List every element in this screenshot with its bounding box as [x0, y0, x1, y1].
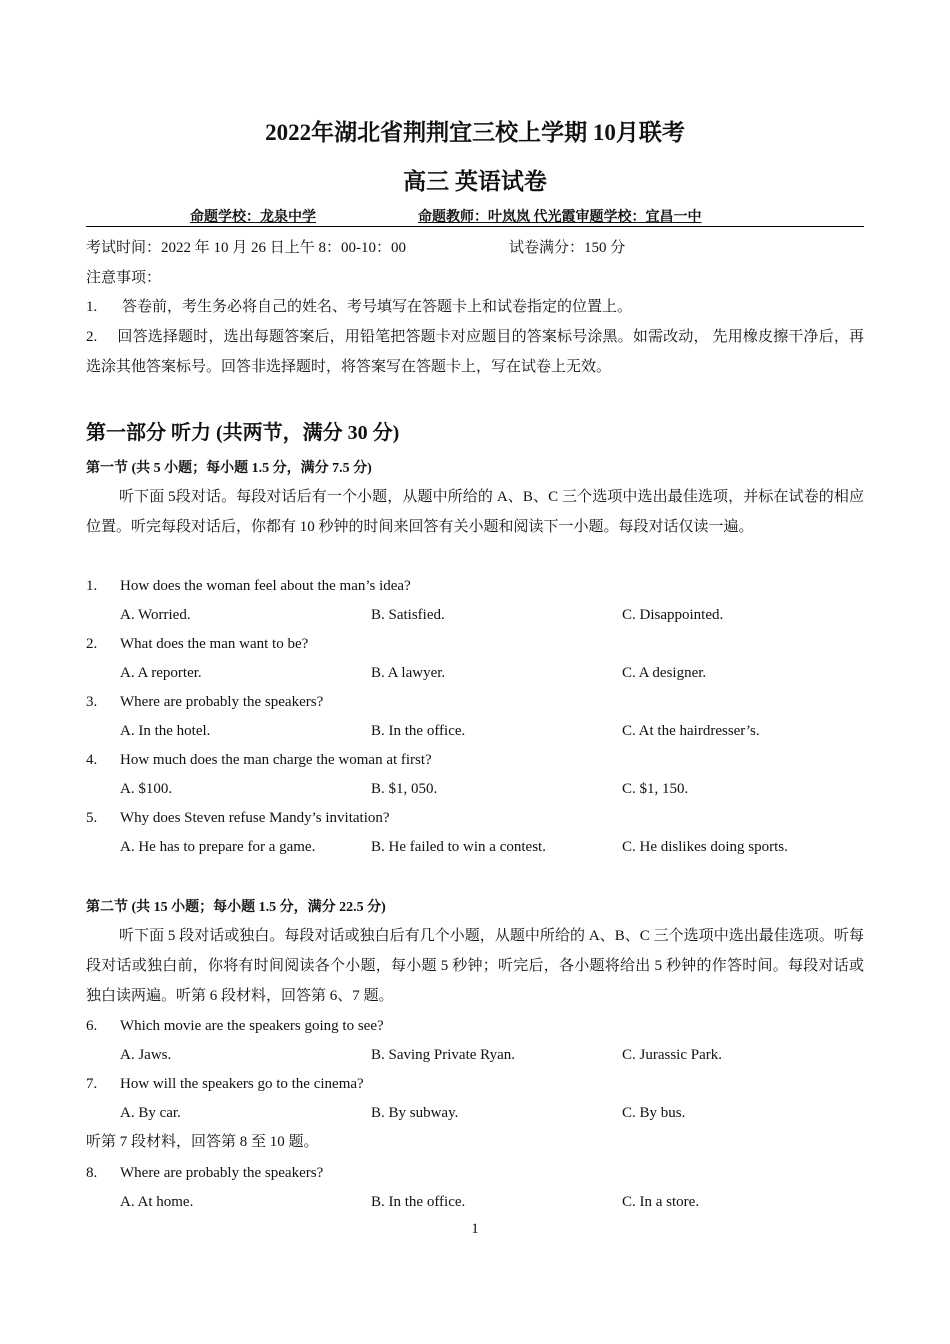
q1-text: How does the woman feel about the man’s idea?: [120, 578, 411, 594]
material-7-note: 听第 7 段材料，回答第 8 至 10 题。: [86, 1134, 319, 1150]
q7-option-b: B. By subway.: [371, 1105, 459, 1121]
section1-title: 第一节 (共 5 小题；每小题 1.5 分，满分 7.5 分): [86, 461, 372, 476]
q6-option-b: B. Saving Private Ryan.: [371, 1047, 515, 1063]
note-1-text: 答卷前，考生务必将自己的姓名、考号填写在答题卡上和试卷指定的位置上。: [122, 299, 633, 315]
q6-num: 6.: [86, 1018, 98, 1034]
q3-option-b: B. In the office.: [371, 723, 466, 739]
q8-option-a: A. At home.: [120, 1194, 194, 1210]
note-2-text: 回答选择题时，选出每题答案后，用铅笔把答题卡对应题目的答案标号涂黑。如需改动， 先用橡皮擦干净后，再选涂其他答案标号。回答非选择题时，将答案写在答题卡上，写在试卷上无效。: [86, 329, 864, 375]
q7-option-a: A. By car.: [120, 1105, 181, 1121]
notes-title: 注意事项：: [86, 270, 162, 286]
school-meta: [190, 206, 316, 226]
q4-num: 4.: [86, 752, 98, 768]
q1-num: 1.: [86, 578, 98, 594]
q2-text: What does the man want to be?: [120, 636, 309, 652]
q4-option-c: C. $1, 150.: [622, 781, 689, 797]
note-2-num: 2.: [86, 329, 98, 345]
section1-instructions: 听下面 5段对话。每段对话后有一个小题，从题中所给的 A、B、C 三个选项中选出最佳选项，并标在试卷的相应位置。听完每段对话后，你都有 10 秒钟的时间来回答有关小题和阅读下一小题。每段对话仅读一遍。: [86, 489, 864, 535]
q6-option-a: A. Jaws.: [120, 1047, 172, 1063]
section2-instructions: 听下面 5 段对话或独白。每段对话或独白后有几个小题，从题中所给的 A、B、C 三个选项中选出最佳选项。听每段对话或独白前，你将有时间阅读各个小题，每小题 5 秒钟；听完后，各小题将给出 5 秒钟的作答时间。每段对话或独白读两遍。听第 6 段材料，回答第 6、7 题。: [86, 928, 864, 1004]
q8-num: 8.: [86, 1165, 98, 1181]
q1-option-b: B. Satisfied.: [371, 607, 445, 623]
q5-option-c: C. He dislikes doing sports.: [622, 839, 788, 855]
teacher-name: 叶岚岚 代光霞: [488, 210, 576, 225]
q4-text: How much does the man charge the woman at first?: [120, 752, 432, 768]
q3-num: 3.: [86, 694, 98, 710]
q3-option-a: A. In the hotel.: [120, 723, 211, 739]
q5-option-b: B. He failed to win a contest.: [371, 839, 546, 855]
q1-option-c: C. Disappointed.: [622, 607, 724, 623]
exam-time: 考试时间：2022 年 10 月 26 日上午 8：00-10：00: [86, 240, 406, 256]
q3-option-c: C. At the hairdresser’s.: [622, 723, 760, 739]
section2-title: 第二节 (共 15 小题；每小题 1.5 分，满分 22.5 分): [86, 900, 386, 915]
q8-option-b: B. In the office.: [371, 1194, 466, 1210]
part1-title: 第一部分 听力 (共两节，满分 30 分): [86, 422, 400, 444]
note-2: [86, 322, 864, 382]
review-school: 宜昌一中: [645, 210, 702, 225]
exam-title: 2022年湖北省荆荆宜三校上学期 10月联考: [265, 120, 685, 145]
q8-option-c: C. In a store.: [622, 1194, 700, 1210]
q4-option-b: B. $1, 050.: [371, 781, 438, 797]
q4-option-a: A. $100.: [120, 781, 173, 797]
q7-text: How will the speakers go to the cinema?: [120, 1076, 364, 1092]
q2-option-b: B. A lawyer.: [371, 665, 446, 681]
q8-text: Where are probably the speakers?: [120, 1165, 324, 1181]
school-label: 命题学校：: [190, 210, 260, 225]
q5-num: 5.: [86, 810, 98, 826]
page-number: 1: [471, 1221, 479, 1237]
q3-text: Where are probably the speakers?: [120, 694, 324, 710]
q5-text: Why does Steven refuse Mandy’s invitation?: [120, 810, 390, 826]
q2-num: 2.: [86, 636, 98, 652]
note-1-num: 1.: [86, 299, 98, 315]
header-divider: [86, 226, 864, 227]
q1-option-a: A. Worried.: [120, 607, 191, 623]
exam-score: 试卷满分：150 分: [509, 240, 626, 256]
q6-option-c: C. Jurassic Park.: [622, 1047, 722, 1063]
exam-subtitle: 高三 英语试卷: [403, 169, 547, 194]
q6-text: Which movie are the speakers going to see?: [120, 1018, 384, 1034]
q5-option-a: A. He has to prepare for a game.: [120, 839, 316, 855]
q7-num: 7.: [86, 1076, 98, 1092]
school-name: 龙泉中学: [260, 210, 316, 225]
teacher-meta: [418, 206, 702, 226]
review-label: 审题学校：: [575, 210, 646, 225]
q7-option-c: C. By bus.: [622, 1105, 686, 1121]
teacher-label: 命题教师：: [418, 210, 488, 225]
q2-option-c: C. A designer.: [622, 665, 707, 681]
q2-option-a: A. A reporter.: [120, 665, 202, 681]
